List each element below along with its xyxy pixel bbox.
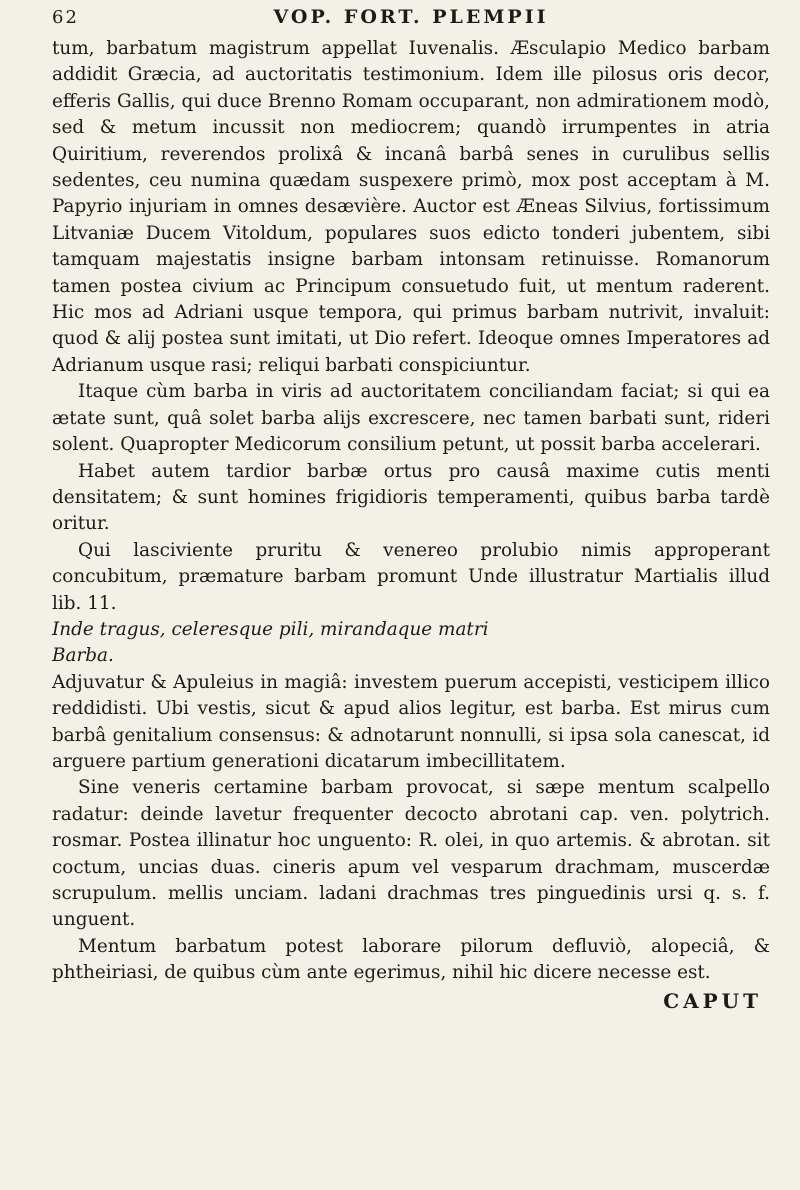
page-header <box>52 6 770 36</box>
body-text <box>52 36 770 987</box>
paragraph: Qui lasciviente pruritu & venereo prolubio nimis approperant concubitum, præmature barbam promunt Unde illustratur Martialis illud lib. 11. <box>52 539 770 614</box>
paragraph: Sine veneris certamine barbam provocat, si sæpe mentum scalpello radatur: deinde lavetur frequenter decocto abrotani cap. ven. polytrich. rosmar. Postea illinatur hoc unguento: R. olei, in quo artemis. & abrotan. sit coctum, uncias duas. cineris apum vel vesparum drachmam, muscerdæ scrupulum. mellis unciam. ladani drachmas tres pinguedinis ursi q. s. f. unguent. <box>52 777 770 931</box>
paragraph: tum, barbatum magistrum appellat Iuvenalis. Æsculapio Medico barbam addidit Græcia, ad auctoritatis testimonium. Idem ille pilosus oris decor, efferis Gallis, qui duce Brenno Romam occuparant, non admirationem modò, sed & metum incussit non mediocrem; quandò irrumpentes in atria Quiritium, reverendos prolixâ & incanâ barbâ senes in curulibus sellis sedentes, ceu numina quædam suspexere primò, mox post acceptam à M. Papyrio injuriam in omnes desævière. Auctor est Æneas Silvius, fortissimum Litvaniæ Ducem Vitoldum, populares suos edicto tonderi jubentem, sibi tamquam majestatis insigne barbam intonsam retinuisse. Romanorum tamen postea civium ac Principum consuetudo fuit, ut mentum raderent. Hic mos ad Adriani usque tempora, qui primus barbam nutrivit, invaluit: quod & alij postea sunt imitati, ut Dio refert. Ideoque omnes Imperatores ad Adrianum usque rasi; reliqui barbati conspiciuntur. <box>52 38 770 376</box>
paragraph: Adjuvatur & Apuleius in magiâ: investem puerum accepisti, vesticipem illico reddidisti. Ubi vestis, sicut & apud alios legitur, est barba. Est mirus cum barbâ genitalium consensus: & adnotarunt nonnulli, si ipsa sola canescat, id arguere partium generationi dicatarum imbecillitatem. <box>52 671 770 772</box>
paragraph: Mentum barbatum potest laborare pilorum defluviò, alopeciâ, & phtheiriasi, de quibus cùm ante egerimus, nihil hic dicere necesse est. <box>52 935 770 984</box>
verse-line: Inde tragus, celeresque pili, mirandaque matri <box>52 618 489 640</box>
paragraph: Itaque cùm barba in viris ad auctoritatem conciliandam faciat; si qui ea ætate sunt, quâ solet barba alijs excrescere, nec tamen barbati sunt, rideri solent. Quapropter Medicorum consilium petunt, ut possit barba accelerari. <box>52 381 770 456</box>
running-title: VOP. FORT. PLEMPII <box>273 6 549 28</box>
page-number: 62 <box>52 7 79 28</box>
verse-line: Barba. <box>52 645 114 667</box>
paragraph: Habet autem tardior barbæ ortus pro causâ maxime cutis menti densitatem; & sunt homines frigidioris temperamenti, quibus barba tardè oritur. <box>52 460 770 535</box>
catchword: CAPUT <box>663 988 762 1013</box>
